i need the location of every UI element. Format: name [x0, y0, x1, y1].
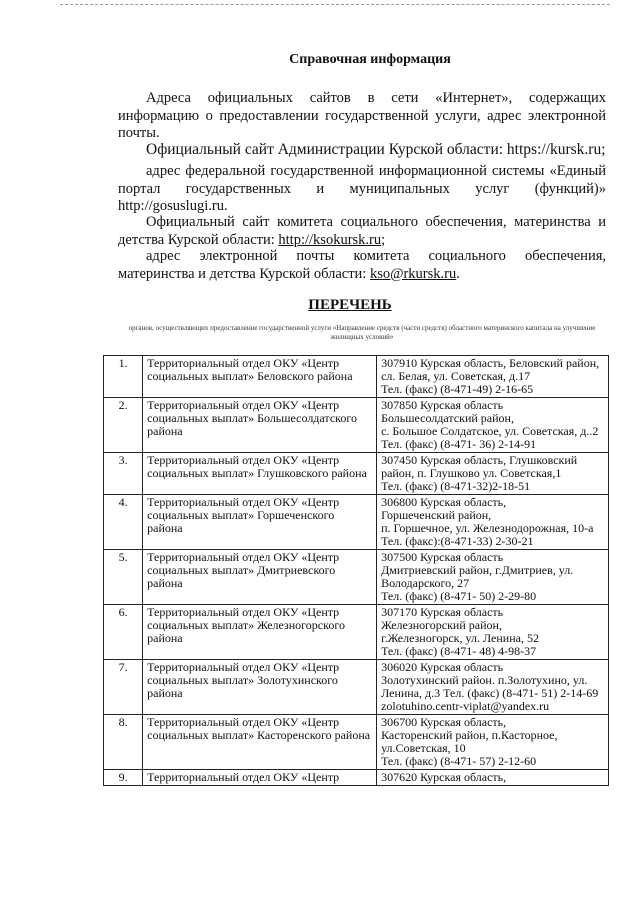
agency-address [377, 715, 609, 770]
table-row [104, 356, 609, 398]
intro-paragraph: Адреса официальных сайтов в сети «Интернет», содержащих информацию о предоставлении государственной услуги, адрес электронной почты. [118, 90, 606, 141]
email-link[interactable]: zolotuhino.centr-viplat@yandex.ru [381, 699, 550, 713]
row-number: 5. [104, 550, 143, 605]
agency-address [377, 770, 609, 786]
committee-site-paragraph [118, 214, 606, 249]
address-line: Тел. (факс) (8-471-49) 2-16-65 [381, 382, 534, 396]
address-line: Тел. (факс) (8-471- 48) 4-98-37 [381, 644, 537, 658]
row-number: 1. [104, 356, 143, 398]
row-number: 7. [104, 660, 143, 715]
address-line: 307450 Курская область, Глушковский район, п. Глушково ул. Советская,1 [381, 453, 578, 480]
row-number: 9. [104, 770, 143, 786]
agency-name: Территориальный отдел ОКУ «Центр социальных выплат» Касторенского района [143, 715, 377, 770]
address-line: 307910 Курская область, Беловский район, сл. Белая, ул. Советская, д.17 [381, 356, 600, 383]
address-line: Горшеченский район, [381, 508, 492, 522]
table-row [104, 550, 609, 605]
address-line: Дмитриевский район, г.Дмитриев, ул. Володарского, 27 [381, 563, 574, 590]
table-row [104, 715, 609, 770]
agency-address [377, 550, 609, 605]
address-line: 307620 Курская область, [381, 770, 507, 784]
address-line: Железногорский район, [381, 618, 502, 632]
agency-name: Территориальный отдел ОКУ «Центр социальных выплат» Большесолдатского района [143, 398, 377, 453]
page-title: Справочная информация [289, 52, 451, 67]
address-line: с. Большое Солдатское, ул. Советская, д..2 [381, 424, 599, 438]
agency-address [377, 605, 609, 660]
address-line: 306700 Курская область, [381, 715, 507, 729]
address-line: Касторенский район, п.Касторное, ул.Советская, 10 [381, 728, 558, 755]
portal-paragraph: адрес федеральной государственной информационной системы «Единый портал государственных и муниципальных услуг (функций)» http://gosuslugi.ru. [118, 163, 606, 214]
address-line: Тел. (факс) (8-471-32)2-18-51 [381, 479, 531, 493]
email-link[interactable]: kso@rkursk.ru [369, 265, 457, 282]
agency-name: Территориальный отдел ОКУ «Центр социальных выплат» Беловского района [143, 356, 377, 398]
email-text: адрес электронной почты комитета социального обеспечения, материнства и детства Курской области: [118, 248, 606, 282]
email-suffix: . [456, 265, 460, 282]
row-number: 2. [104, 398, 143, 453]
address-line: Большесолдатский район, [381, 411, 514, 425]
address-line: Тел. (факс) (8-471- 50) 2-29-80 [381, 589, 537, 603]
table-row [104, 770, 609, 786]
address-line: п. Горшечное, ул. Железнодорожная, 10-а [381, 521, 594, 535]
agency-name: Территориальный отдел ОКУ «Центр социальных выплат» Дмитриевского района [143, 550, 377, 605]
page-top-edge [60, 4, 610, 7]
agency-name: Территориальный отдел ОКУ «Центр социальных выплат» Железногорского района [143, 605, 377, 660]
address-line: 306020 Курская область [381, 660, 504, 674]
table-row [104, 398, 609, 453]
agency-name: Территориальный отдел ОКУ «Центр социальных выплат» Глушковского района [143, 453, 377, 495]
table-row [104, 660, 609, 715]
address-line: 306800 Курская область, [381, 495, 507, 509]
table-row [104, 495, 609, 550]
address-line: Золотухинский район. п.Золотухино, ул. Ленина, д.3 Тел. (факс) (8-471- 51) 2-14-69 [381, 673, 599, 700]
committee-site-text: Официальный сайт комитета социального обеспечения, материнства и детства Курской области: [118, 214, 606, 248]
committee-site-suffix: ; [381, 231, 386, 248]
agency-address [377, 495, 609, 550]
agency-address [377, 356, 609, 398]
admin-site-paragraph: Официальный сайт Администрации Курской области: https://kursk.ru; [146, 141, 606, 158]
agencies-table [103, 355, 609, 786]
address-line: Тел. (факс) (8-471- 36) 2-14-91 [381, 437, 537, 451]
committee-site-link[interactable]: http://ksokursk.ru [278, 231, 382, 248]
email-paragraph [118, 248, 606, 283]
list-title: ПЕРЕЧЕНЬ [308, 297, 392, 313]
row-number: 3. [104, 453, 143, 495]
agency-name: Территориальный отдел ОКУ «Центр социальных выплат» Золотухинского района [143, 660, 377, 715]
address-line: Тел. (факс) (8-471- 57) 2-12-60 [381, 754, 537, 768]
agency-name: Территориальный отдел ОКУ «Центр [143, 770, 377, 786]
row-number: 4. [104, 495, 143, 550]
list-subtitle: органов, осуществляющих предоставление государственной услуги «Направление средств (части средств) областного материнского капитала на улучшение жилищных условий» [128, 324, 596, 341]
agency-address [377, 660, 609, 715]
table-row [104, 605, 609, 660]
table-row [104, 453, 609, 495]
address-line: 307850 Курская область [381, 398, 504, 412]
address-line: 307500 Курская область [381, 550, 504, 564]
address-line: г.Железногорск, ул. Ленина, 52 [381, 631, 539, 645]
agency-address [377, 453, 609, 495]
address-line: 307170 Курская область [381, 605, 504, 619]
row-number: 6. [104, 605, 143, 660]
agency-address [377, 398, 609, 453]
address-line: Тел. (факс):(8-471-33) 2-30-21 [381, 534, 534, 548]
agency-name: Территориальный отдел ОКУ «Центр социальных выплат» Горшеченского района [143, 495, 377, 550]
row-number: 8. [104, 715, 143, 770]
